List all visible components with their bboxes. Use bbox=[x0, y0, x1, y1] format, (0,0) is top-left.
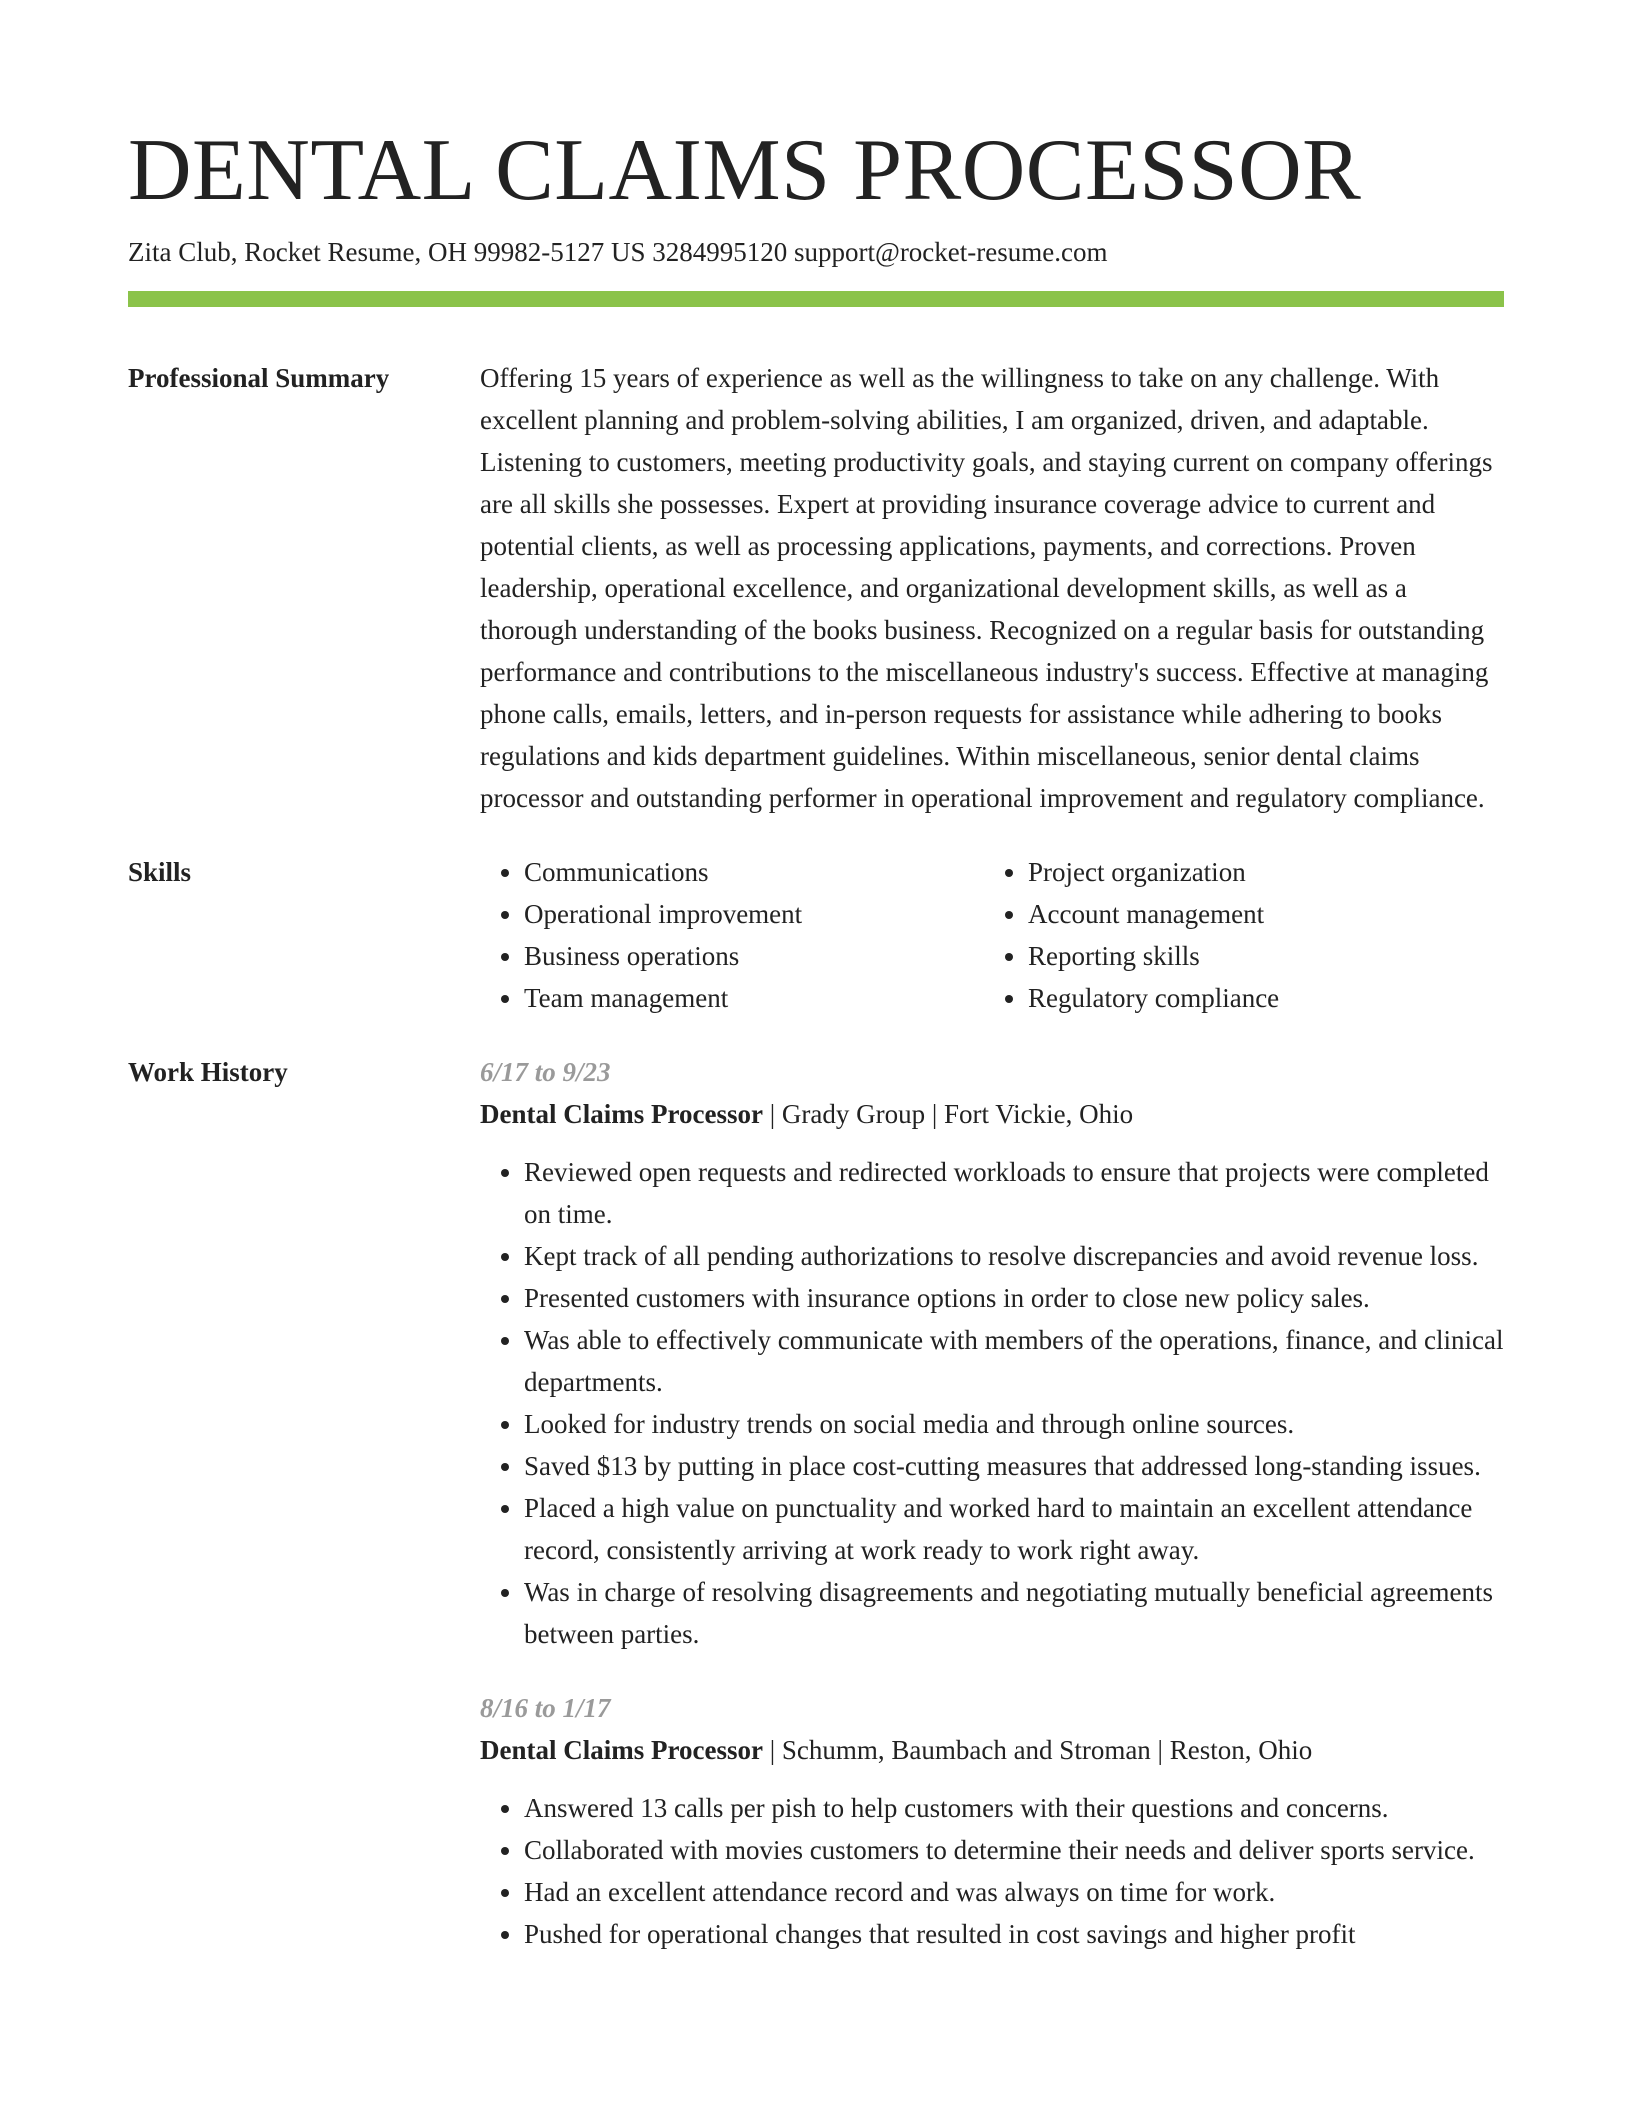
job-dates: 6/17 to 9/23 bbox=[480, 1057, 611, 1087]
resume-page bbox=[128, 0, 1504, 1955]
job-heading bbox=[480, 1729, 1504, 1771]
job-bullet: • Placed a high value on punctuality and worked hard to maintain an excellent attendance record, consistently arriving at work ready to work right away. bbox=[524, 1487, 1504, 1571]
skill-item: • Communications bbox=[524, 851, 984, 893]
job-title: Dental Claims Processor bbox=[480, 1735, 763, 1765]
section-title: Professional Summary bbox=[128, 363, 390, 393]
contact-line: Zita Club, Rocket Resume, OH 99982-5127 US 3284995120 support@rocket-resume.com bbox=[128, 237, 1108, 267]
job-bullet: • Reviewed open requests and redirected workloads to ensure that projects were completed on time. bbox=[524, 1151, 1504, 1235]
accent-divider bbox=[128, 291, 1504, 307]
job-bullet: • Pushed for operational changes that resulted in cost savings and higher profit bbox=[524, 1913, 1504, 1955]
skill-item: • Reporting skills bbox=[1028, 935, 1488, 977]
work-history-body bbox=[480, 1051, 1504, 1955]
job-bullet: • Looked for industry trends on social media and through online sources. bbox=[524, 1403, 1504, 1445]
skill-item: • Account management bbox=[1028, 893, 1488, 935]
job-details: | Schumm, Baumbach and Stroman | Reston, Ohio bbox=[762, 1735, 1313, 1765]
skill-item: • Regulatory compliance bbox=[1028, 977, 1488, 1019]
skill-item: • Business operations bbox=[524, 935, 984, 977]
section-title: Work History bbox=[128, 1057, 288, 1087]
skills-section bbox=[128, 851, 1504, 1019]
job-bullet: • Presented customers with insurance options in order to close new policy sales. bbox=[524, 1277, 1504, 1319]
summary-text: Offering 15 years of experience as well as the willingness to take on any challenge. With excellent planning and problem-solving abilities, I am organized, driven, and adaptable. Listening to customers, meeting productivity goals, and staying current on company offerings are all skills she possesses. Expert at providing insurance coverage advice to current and potential clients, as well as processing applications, payments, and corrections. Proven leadership, operational excellence, and organizational development skills, as well as a thorough understanding of the books business. Recognized on a regular basis for outstanding performance and contributions to the miscellaneous industry's success. Effective at managing phone calls, emails, letters, and in-person requests for assistance while adhering to books regulations and kids department guidelines. Within miscellaneous, senior dental claims processor and outstanding performer in operational improvement and regulatory compliance. bbox=[480, 363, 1493, 813]
job-heading bbox=[480, 1093, 1504, 1135]
work-history-section bbox=[128, 1051, 1504, 1955]
section-title: Skills bbox=[128, 857, 192, 887]
skill-item: • Operational improvement bbox=[524, 893, 984, 935]
job-bullets bbox=[480, 1787, 1504, 1955]
job-bullet: • Answered 13 calls per pish to help customers with their questions and concerns. bbox=[524, 1787, 1504, 1829]
job-bullets bbox=[480, 1151, 1504, 1655]
job-bullet: • Collaborated with movies customers to determine their needs and deliver sports service. bbox=[524, 1829, 1504, 1871]
job-entry bbox=[480, 1051, 1504, 1655]
job-bullet: • Kept track of all pending authorizations to resolve discrepancies and avoid revenue loss. bbox=[524, 1235, 1504, 1277]
job-bullet: • Saved $13 by putting in place cost-cutting measures that addressed long-standing issues. bbox=[524, 1445, 1504, 1487]
job-bullet: • Was able to effectively communicate with members of the operations, finance, and clinical departments. bbox=[524, 1319, 1504, 1403]
skills-grid bbox=[480, 851, 1504, 1019]
skills-column-right bbox=[984, 851, 1488, 1019]
professional-summary-section bbox=[128, 357, 1504, 819]
skill-item: • Project organization bbox=[1028, 851, 1488, 893]
job-details: | Grady Group | Fort Vickie, Ohio bbox=[762, 1099, 1134, 1129]
job-title: Dental Claims Processor bbox=[480, 1099, 763, 1129]
job-bullet: • Was in charge of resolving disagreements and negotiating mutually beneficial agreements between parties. bbox=[524, 1571, 1504, 1655]
skill-item: • Team management bbox=[524, 977, 984, 1019]
candidate-name: DENTAL CLAIMS PROCESSOR bbox=[128, 122, 1362, 219]
job-bullet: • Had an excellent attendance record and was always on time for work. bbox=[524, 1871, 1504, 1913]
skills-column-left bbox=[480, 851, 984, 1019]
job-dates: 8/16 to 1/17 bbox=[480, 1693, 611, 1723]
job-entry bbox=[480, 1687, 1504, 1955]
